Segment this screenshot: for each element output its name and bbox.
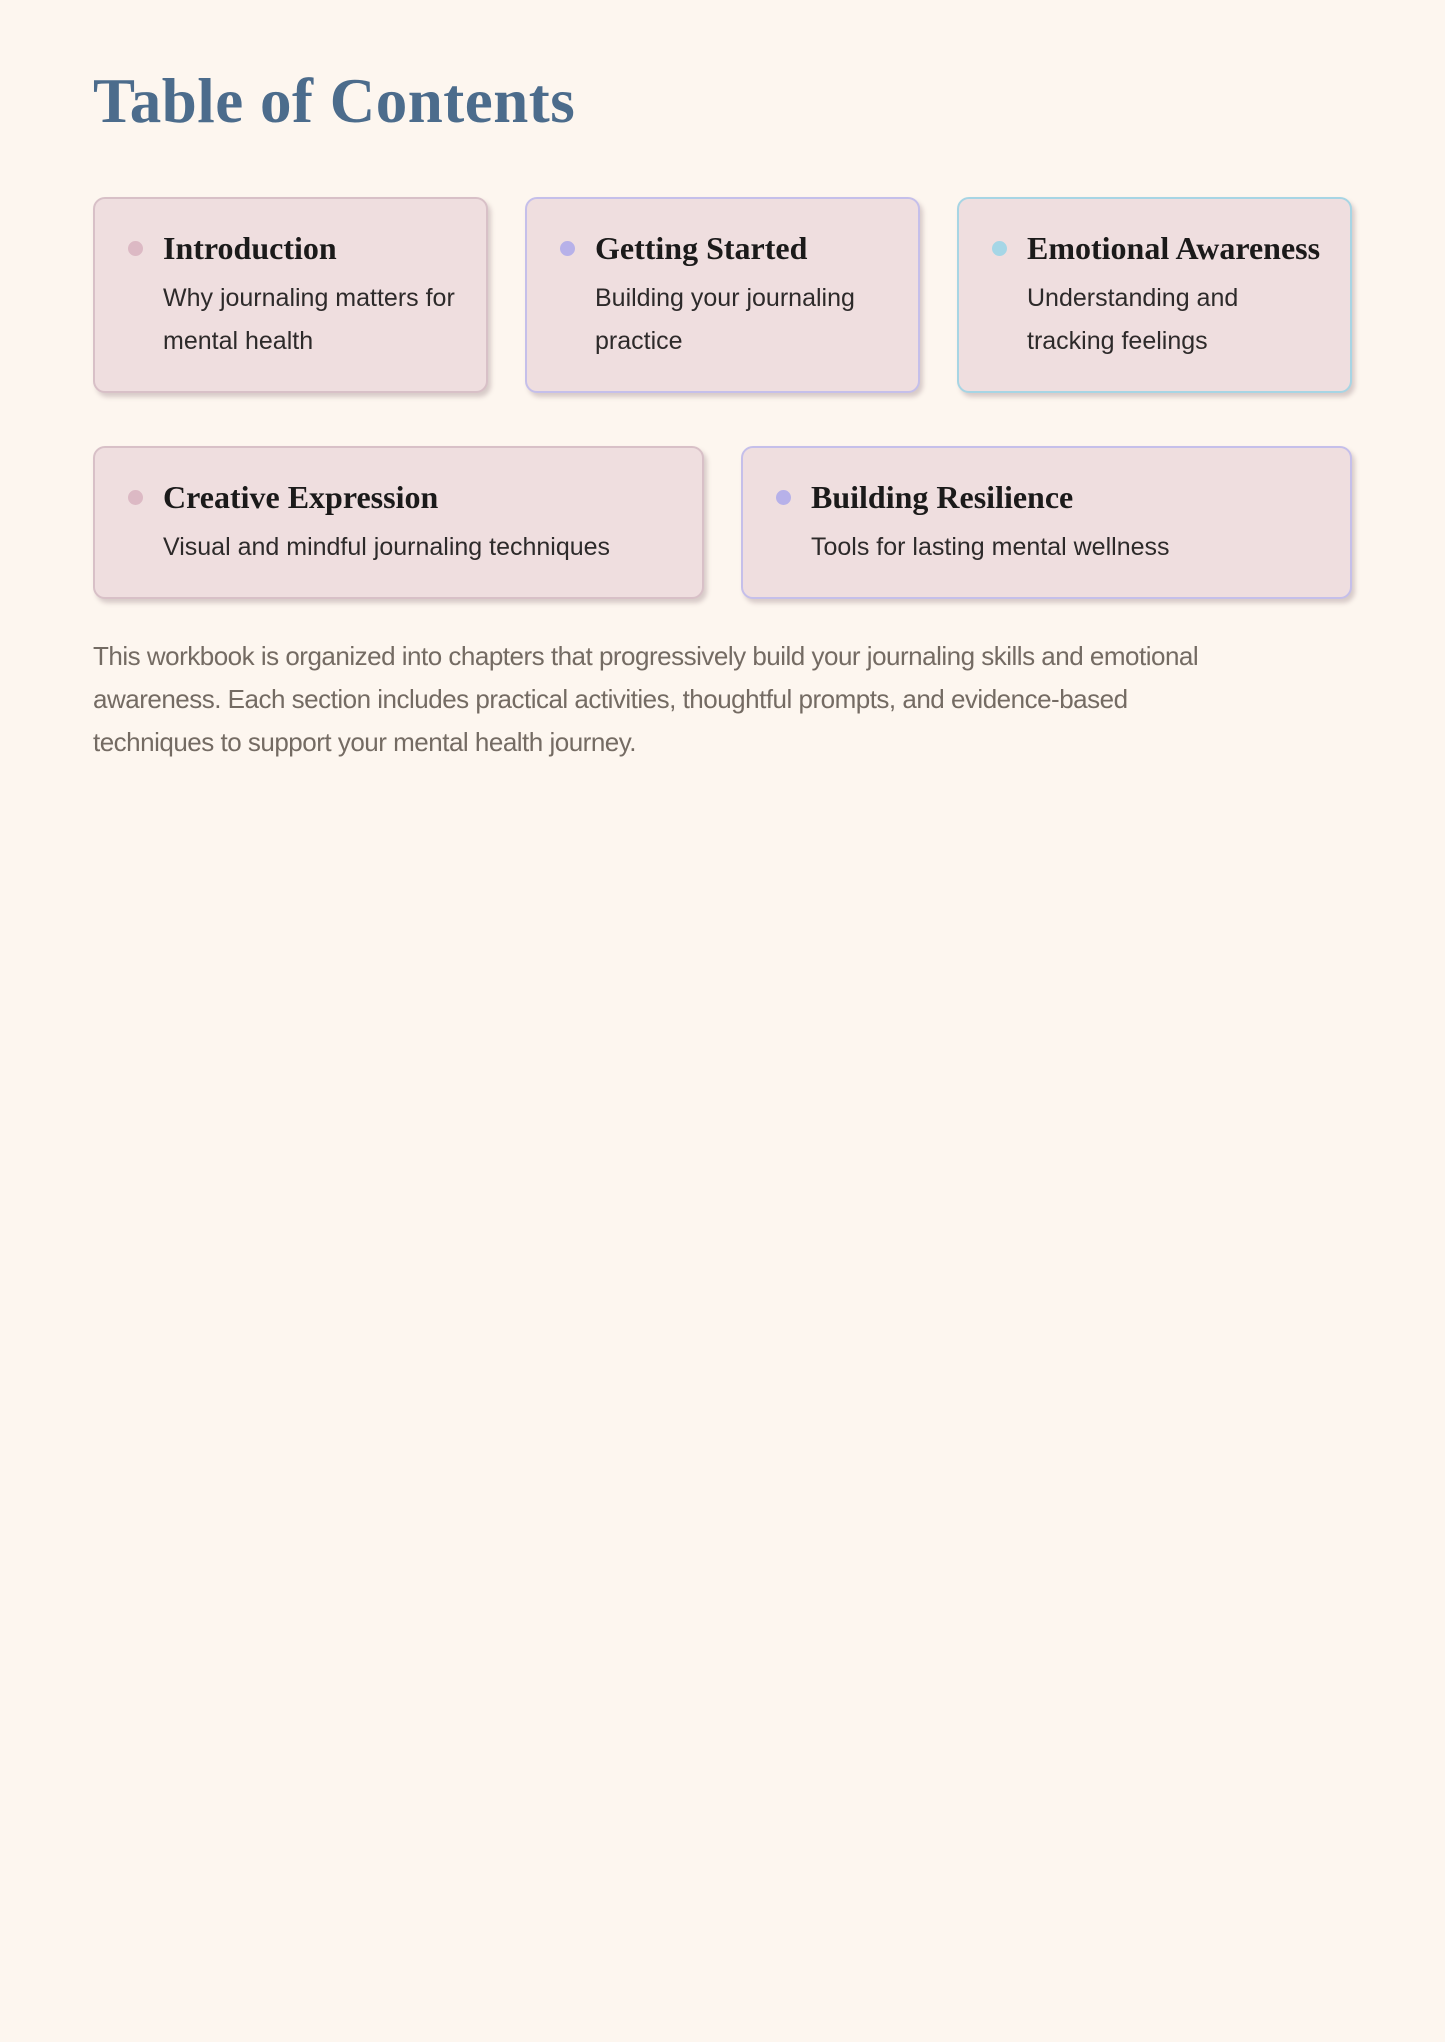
workbook-overview-paragraph <box>93 635 1352 764</box>
toc-card-creative-expression[interactable] <box>93 446 704 599</box>
toc-card-getting-started[interactable] <box>525 197 920 393</box>
bullet-dot-icon <box>992 241 1007 256</box>
chapter-title: Getting Started <box>595 229 808 266</box>
chapter-description: Tools for lasting mental wellness <box>811 532 1170 561</box>
chapter-description: Building your journaling practice <box>595 283 855 355</box>
overview-line: awareness. Each section includes practical activities, thoughtful prompts, and evidence-based <box>93 683 1128 714</box>
card-text <box>595 227 890 363</box>
chapter-description: Why journaling matters for mental health <box>163 283 455 355</box>
toc-card-introduction[interactable] <box>93 197 488 393</box>
bullet-dot-icon <box>560 241 575 256</box>
bullet-dot-icon <box>128 490 143 505</box>
card-text <box>163 227 458 363</box>
toc-page <box>0 0 1445 764</box>
toc-row-2 <box>93 446 1352 599</box>
chapter-title: Introduction <box>163 229 337 266</box>
chapter-title: Creative Expression <box>163 478 439 515</box>
chapter-title: Emotional Awareness <box>1027 229 1321 266</box>
bullet-dot-icon <box>128 241 143 256</box>
card-text <box>1027 227 1322 363</box>
card-text <box>163 476 674 569</box>
bullet-dot-icon <box>776 490 791 505</box>
overview-line: techniques to support your mental health journey. <box>93 726 637 757</box>
toc-card-emotional-awareness[interactable] <box>957 197 1352 393</box>
chapter-title: Building Resilience <box>811 478 1074 515</box>
card-text <box>811 476 1322 569</box>
toc-row-1 <box>93 197 1352 393</box>
toc-card-building-resilience[interactable] <box>741 446 1352 599</box>
page-title: Table of Contents <box>93 66 576 136</box>
chapter-description: Visual and mindful journaling techniques <box>163 532 611 561</box>
chapter-description: Understanding and tracking feelings <box>1027 283 1239 355</box>
overview-line: This workbook is organized into chapters that progressively build your journaling skills and emotional <box>93 640 1199 671</box>
